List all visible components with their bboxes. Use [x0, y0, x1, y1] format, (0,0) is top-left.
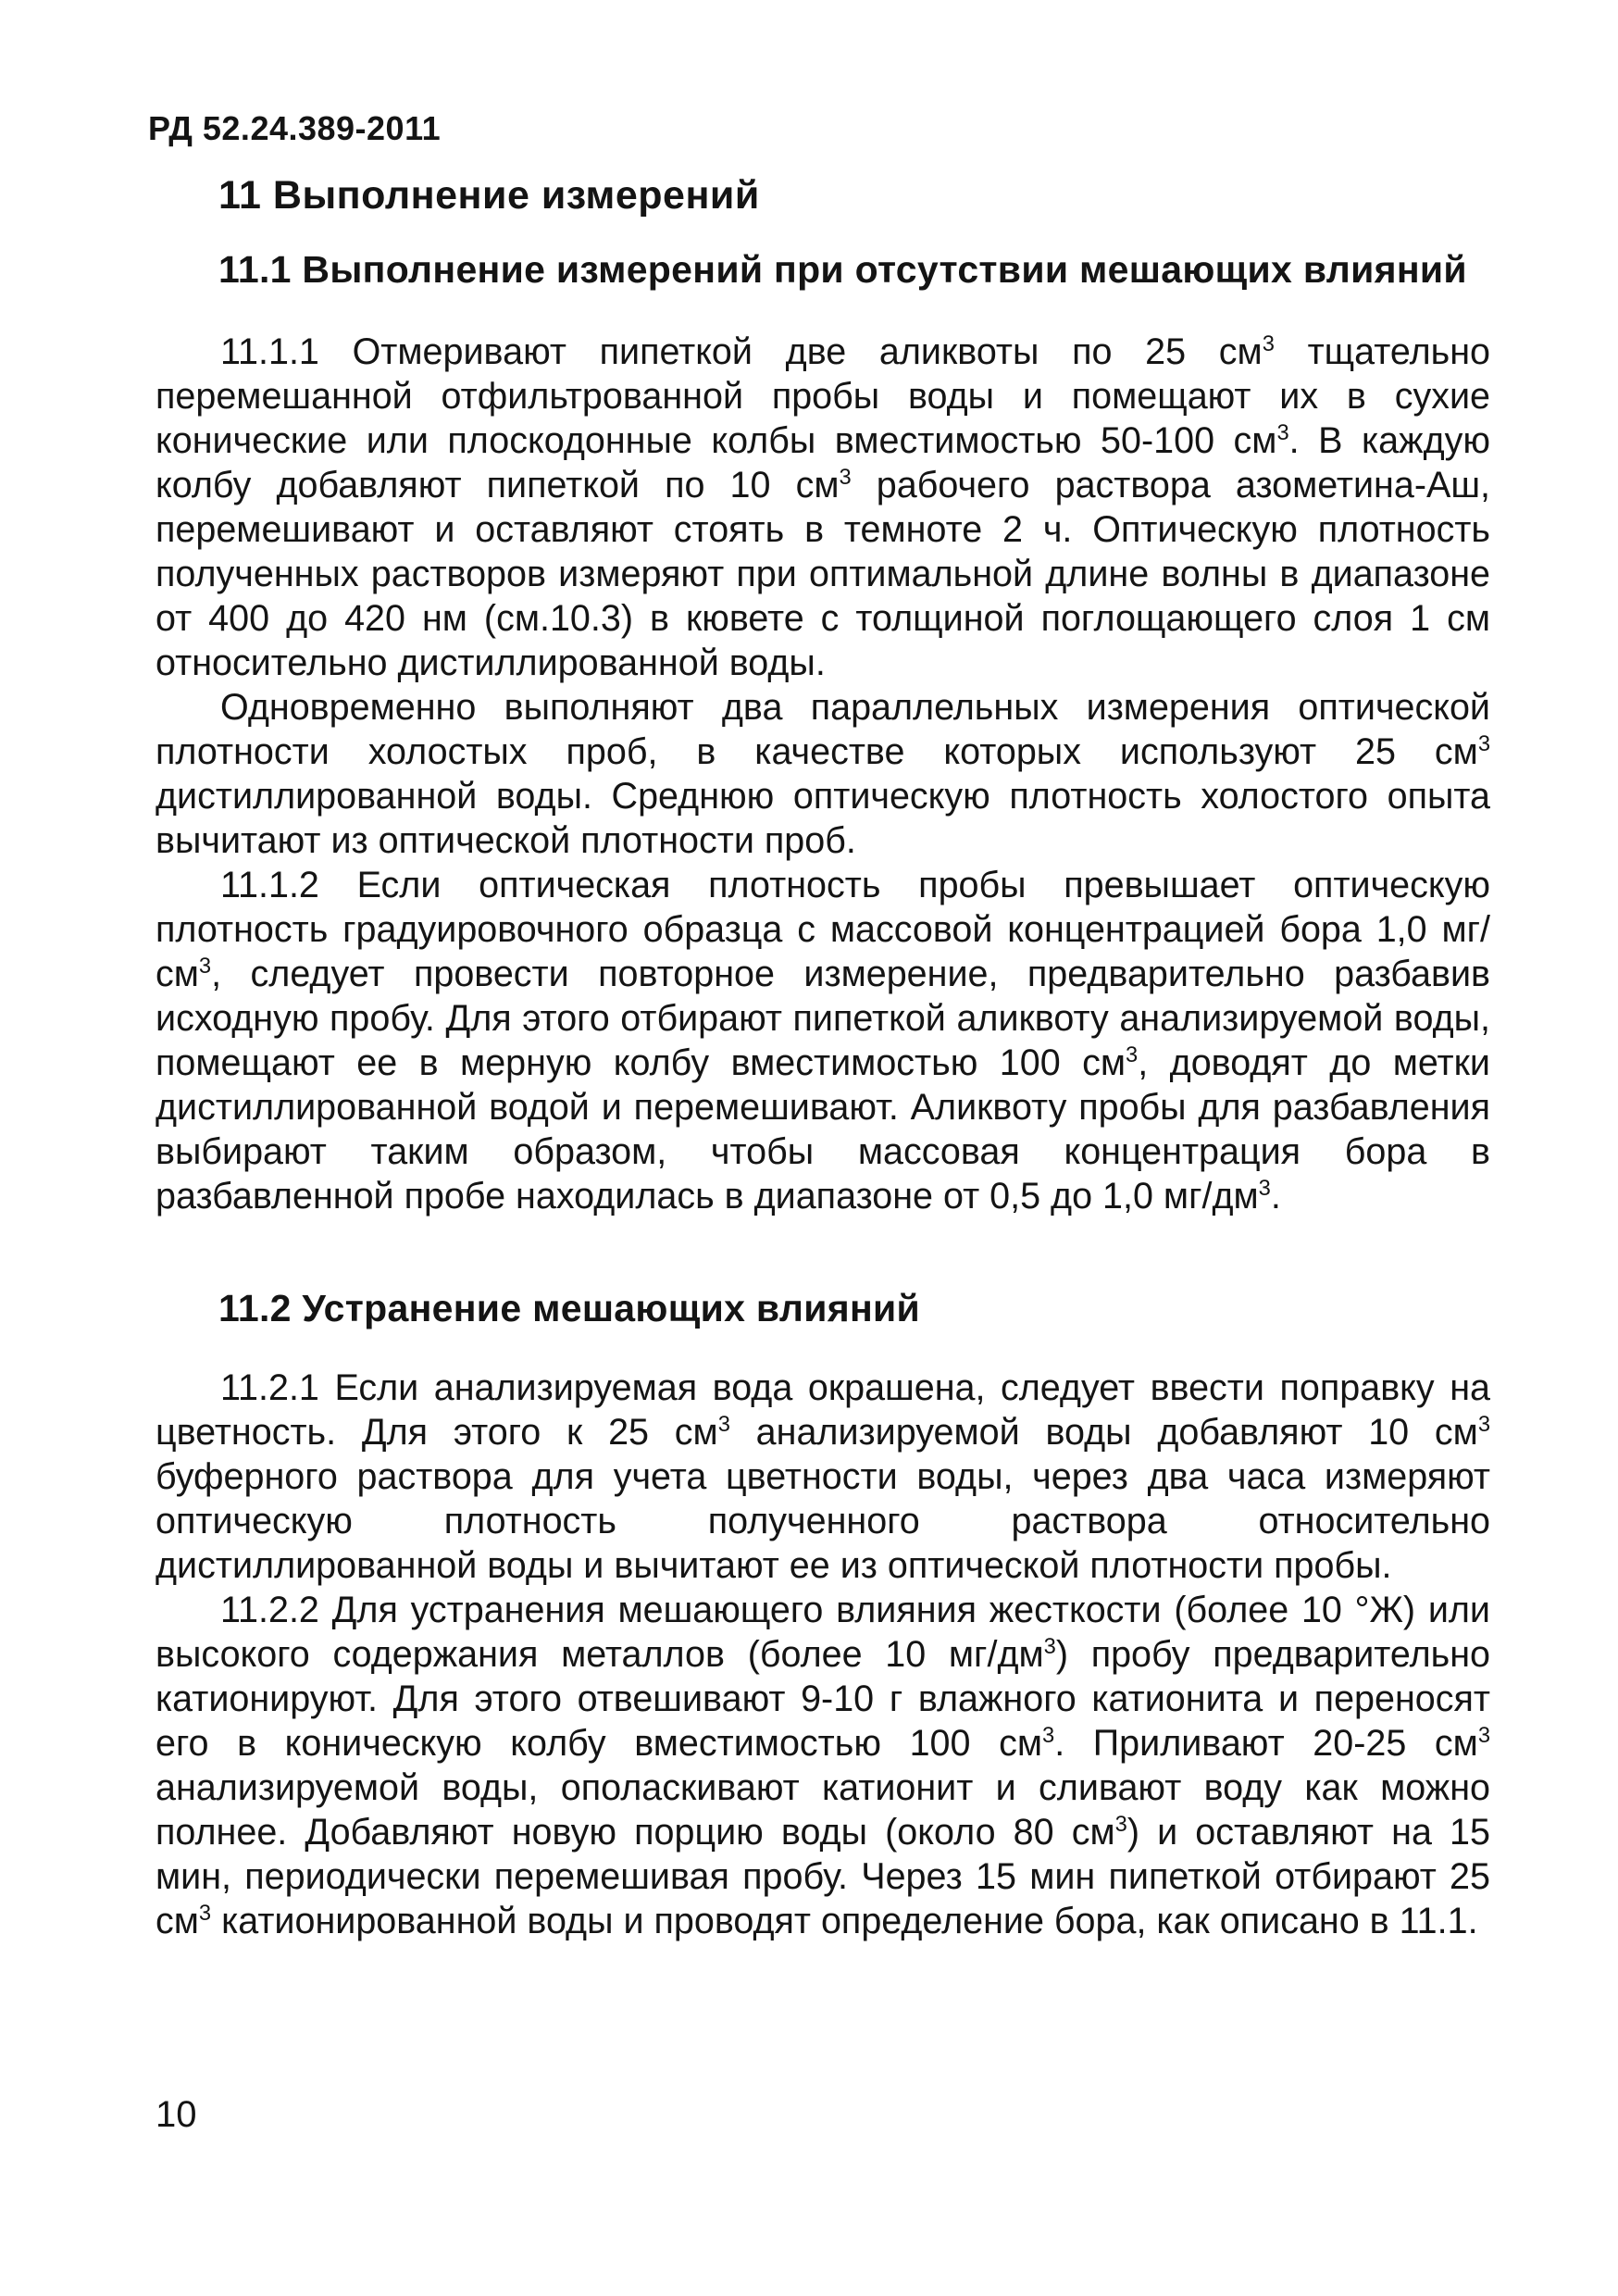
- paragraph-blank-samples: Одновременно выполняют два параллельных измерения оптической плотности холостых проб, в качестве которых используют 25 $см^3$ дистиллированной воды. Среднюю оптическую плотность холостого опыта вычитают из оптической плотности проб.: [156, 687, 1490, 861]
- subsection-11-2-body: [156, 1366, 1490, 1943]
- paragraph-11-2-2: 11.2.2 Для устранения мешающего влияния жесткости (более 10 °Ж) или высокого содержания металлов (более 10 $мг/дм^3$) пробу предварительно катионируют. Для этого отвешивают 9-10 г влажного катионита и переносят его в коническую колбу вместимостью 100 $см^3$. Приливают 20-25 $см^3$ анализируемой воды, ополаскивают катионит и сливают воду как можно полнее. Добавляют новую порцию воды (около 80 $см^3$) и оставляют на 15 мин, периодически перемешивая пробу. Через 15 мин пипеткой отбирают 25 $см^3$ катионированной воды и проводят определение бора, как описано в 11.1.: [156, 1590, 1490, 1941]
- document-code: РД 52.24.389-2011: [148, 109, 442, 147]
- page-number: 10: [156, 2094, 197, 2135]
- paragraph-11-2-1: 11.2.1 Если анализируемая вода окрашена, следует ввести поправку на цветность. Для этого к 25 $см^3$ анализируемой воды добавляют 10 $см^3$ буферного раствора для учета цветности воды, через два часа измеряют оптическую плотность полученного раствора относительно дистиллированной воды и вычитают ее из оптической плотности пробы.: [156, 1367, 1491, 1586]
- paragraph-11-1-2: 11.1.2 Если оптическая плотность пробы превышает оптическую плотность градуировочного образца с массовой концентрацией бора 1,0 $мг/см^3$, следует провести повторное измерение, предварительно разбавив исходную пробу. Для этого отбирают пипеткой аликвоту анализируемой воды, помещают ее в мерную колбу вместимостью 100 $см^3$, доводят до метки дистиллированной водой и перемешивают. Аликвоту пробы для разбавления выбирают таким образом, чтобы массовая концентрация бора в разбавленной пробе находилась в диапазоне от 0,5 до 1,0 $мг/дм^3$.: [156, 865, 1490, 1217]
- paragraph-11-1-1: 11.1.1 Отмеривают пипеткой две аликвоты по 25 $см^3$ тщательно перемешанной отфильтрованной пробы воды и помещают их в сухие конические или плоскодонные колбы вместимостью 50-100 $см^3$. В каждую колбу добавляют пипеткой по 10 $см^3$ рабочего раствора азометина-Аш, перемешивают и оставляют стоять в темноте 2 ч. Оптическую плотность полученных растворов измеряют при оптимальной длине волны в диапазоне от 400 до 420 нм (см.10.3) в кювете с толщиной поглощающего слоя 1 см относительно дистиллированной воды.: [156, 331, 1490, 683]
- subsection-title-11-2: 11.2 Устранение мешающих влияний: [218, 1287, 921, 1329]
- section-title: 11 Выполнение измерений: [218, 173, 760, 218]
- subsection-11-1-body: [156, 330, 1490, 1218]
- subsection-title-11-1: 11.1 Выполнение измерений при отсутствии мешающих влияний: [218, 248, 1467, 291]
